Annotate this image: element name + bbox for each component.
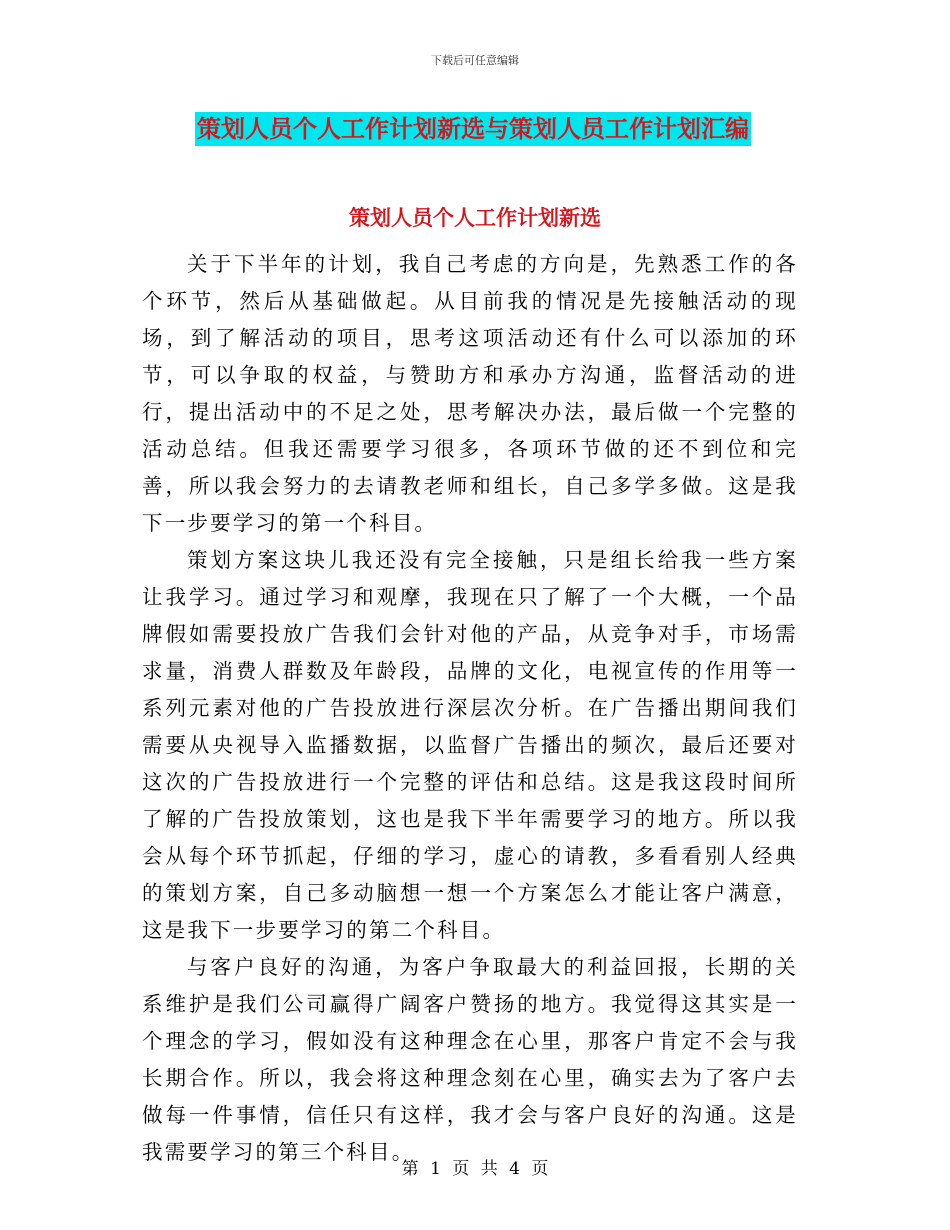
page-header-note: 下载后可任意编辑 bbox=[431, 54, 519, 67]
paragraph-3: 与客户良好的沟通，为客户争取最大的利益回报，长期的关系维护是我们公司赢得广阔客户赞扬的地方。我觉得这其实是一个理念的学习，假如没有这种理念在心里，那客户肯定不会与我长期合作。所以，我会将这种理念刻在心里，确实去为了客户去做每一件事情，信任只有这样，我才会与客户良好的沟通。这是我需要学习的第三个科目。 bbox=[142, 955, 798, 1164]
main-title: 策划人员个人工作计划新选与策划人员工作计划汇编 bbox=[195, 112, 751, 146]
paragraph-1: 关于下半年的计划，我自己考虑的方向是，先熟悉工作的各个环节，然后从基础做起。从目前我的情况是先接触活动的现场，到了解活动的项目，思考这项活动还有什么可以添加的环节，可以争取的权益，与赞助方和承办方沟通，监督活动的进行，提出活动中的不足之处，思考解决办法，最后做一个完整的活动总结。但我还需要学习很多，各项环节做的还不到位和完善，所以我会努力的去请教老师和组长，自己多学多做。这是我下一步要学习的第一个科目。 bbox=[142, 252, 798, 535]
section-title: 策划人员个人工作计划新选 bbox=[349, 206, 601, 230]
main-title-container bbox=[195, 112, 751, 146]
page-footer: 第 1 页 共 4 页 bbox=[401, 1159, 549, 1179]
document-body bbox=[142, 246, 798, 1171]
paragraph-2: 策划方案这块儿我还没有完全接触，只是组长给我一些方案让我学习。通过学习和观摩，我现在只了解了一个大概，一个品牌假如需要投放广告我们会针对他的产品，从竞争对手，市场需求量，消费人群数及年龄段，品牌的文化，电视宣传的作用等一系列元素对他的广告投放进行深层次分析。在广告播出期间我们需要从央视导入监播数据，以监督广告播出的频次，最后还要对这次的广告投放进行一个完整的评估和总结。这是我这段时间所了解的广告投放策划，这也是我下半年需要学习的地方。所以我会从每个环节抓起，仔细的学习，虚心的请教，多看看别人经典的策划方案，自己多动脑想一想一个方案怎么才能让客户满意，这是我下一步要学习的第二个科目。 bbox=[142, 548, 798, 942]
